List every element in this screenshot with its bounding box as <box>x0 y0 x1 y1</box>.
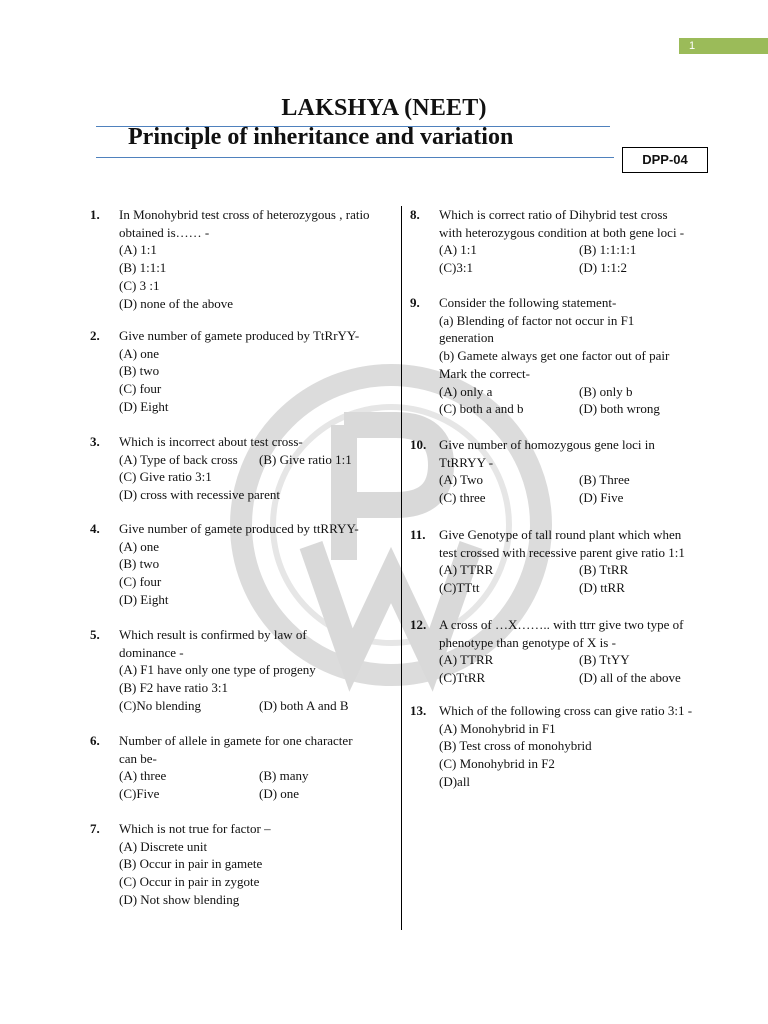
question-7 <box>90 820 395 909</box>
option: (C) four <box>119 381 162 397</box>
question-text: dominance - <box>119 644 184 660</box>
option: (C)3:1 <box>439 260 473 276</box>
question-9 <box>410 294 720 418</box>
option: (C)TTtt <box>439 580 480 596</box>
option: (D)all <box>439 773 471 789</box>
question-number: 10. <box>410 437 427 452</box>
question-text: with heterozygous condition at both gene loci - <box>439 224 685 240</box>
question-text: Give Genotype of tall round plant which when <box>439 527 682 542</box>
question-11 <box>410 526 720 597</box>
option: (D) all of the above <box>579 670 681 686</box>
option: (D) both A and B <box>259 697 349 713</box>
question-text: Which of the following cross can give ratio 3:1 - <box>439 703 693 718</box>
question-text: Which result is confirmed by law of <box>119 627 307 642</box>
option: (B) Give ratio 1:1 <box>259 451 352 467</box>
option: (A) Two <box>439 472 483 488</box>
option: (B) 1:1:1 <box>119 260 167 276</box>
option: (C) three <box>439 490 486 506</box>
option: (A) Monohybrid in F1 <box>439 720 556 736</box>
question-text: generation <box>439 330 494 346</box>
question-number: 4. <box>90 521 100 536</box>
question-number: 11. <box>410 527 426 542</box>
question-text: Number of allele in gamete for one character <box>119 733 353 748</box>
question-number: 3. <box>90 434 100 449</box>
question-3 <box>90 433 395 504</box>
question-text: test crossed with recessive parent give ratio 1:1 <box>439 544 685 560</box>
question-text: Consider the following statement- <box>439 295 617 310</box>
question-text: Give number of gamete produced by ttRRYY- <box>119 521 359 536</box>
question-5 <box>90 626 395 715</box>
page-subtitle: Principle of inheritance and variation <box>128 124 514 150</box>
option: (A) one <box>119 345 160 361</box>
question-text: Which is not true for factor – <box>119 821 271 836</box>
option: (C)TtRR <box>439 670 486 686</box>
option: (D) none of the above <box>119 295 234 311</box>
option: (B) TtRR <box>579 562 629 578</box>
title-rule-bottom <box>96 157 614 158</box>
option: (C) 3 :1 <box>119 277 160 293</box>
option: (D) Eight <box>119 398 169 414</box>
option: (B) Three <box>579 472 630 488</box>
option: (C) Monohybrid in F2 <box>439 756 555 772</box>
option: (A) 1:1 <box>119 242 157 258</box>
option: (D) one <box>259 786 300 802</box>
option: (C)Five <box>119 786 160 802</box>
option: (B) two <box>119 556 160 572</box>
question-number: 7. <box>90 821 100 836</box>
column-divider <box>401 206 402 930</box>
question-4 <box>90 520 395 609</box>
question-8 <box>410 206 720 277</box>
option: (B) F2 have ratio 3:1 <box>119 680 229 696</box>
question-text: can be- <box>119 750 157 766</box>
option: (D) Five <box>579 490 624 506</box>
question-text: A cross of …X…….. with ttrr give two type of <box>439 617 684 632</box>
question-text: obtained is…… - <box>119 224 210 240</box>
option: (B) Occur in pair in gamete <box>119 856 263 872</box>
question-number: 5. <box>90 627 100 642</box>
question-10 <box>410 436 720 507</box>
page-title: LAKSHYA (NEET) <box>281 95 487 121</box>
option: (A) TTRR <box>439 562 494 578</box>
question-12 <box>410 616 720 687</box>
question-1 <box>90 206 395 312</box>
option: (B) two <box>119 363 160 379</box>
option: (D) cross with recessive parent <box>119 487 280 503</box>
question-text: Give number of homozygous gene loci in <box>439 437 655 452</box>
option: (B) TtYY <box>579 652 630 668</box>
option: (B) only b <box>579 383 633 399</box>
option: (C) Occur in pair in zygote <box>119 874 260 890</box>
option: (D) 1:1:2 <box>579 260 628 276</box>
question-text: Mark the correct- <box>439 365 530 381</box>
question-number: 8. <box>410 207 420 222</box>
question-number: 12. <box>410 617 427 632</box>
option: (A) three <box>119 768 167 784</box>
option: (A) only a <box>439 383 493 399</box>
option: (B) 1:1:1:1 <box>579 242 637 258</box>
option: (D) Eight <box>119 591 169 607</box>
dpp-code-box: DPP-04 <box>622 147 708 173</box>
question-text: Which is correct ratio of Dihybrid test cross <box>439 207 668 222</box>
option: (C)No blending <box>119 697 201 713</box>
option: (C) four <box>119 574 162 590</box>
question-text: (a) Blending of factor not occur in F1 <box>439 312 635 328</box>
option: (A) TTRR <box>439 652 494 668</box>
question-text: Give number of gamete produced by TtRrYY- <box>119 328 360 343</box>
question-number: 2. <box>90 328 100 343</box>
question-number: 13. <box>410 703 427 718</box>
option: (A) Discrete unit <box>119 838 208 854</box>
question-number: 6. <box>90 733 100 748</box>
question-text: (b) Gamete always get one factor out of pair <box>439 348 670 364</box>
option: (C) Give ratio 3:1 <box>119 469 212 485</box>
page-number-tab: 1 <box>679 38 768 54</box>
question-number: 9. <box>410 295 420 310</box>
option: (D) both wrong <box>579 401 660 417</box>
question-text: In Monohybrid test cross of heterozygous , ratio <box>119 207 370 222</box>
option: (D) ttRR <box>579 580 625 596</box>
question-6 <box>90 732 395 803</box>
option: (D) Not show blending <box>119 891 240 907</box>
option: (A) Type of back cross <box>119 451 238 467</box>
option: (A) 1:1 <box>439 242 477 258</box>
option: (A) one <box>119 538 160 554</box>
option: (B) Test cross of monohybrid <box>439 738 592 754</box>
question-text: phenotype than genotype of X is - <box>439 634 616 650</box>
question-text: TtRRYY - <box>439 454 494 470</box>
question-text: Which is incorrect about test cross- <box>119 434 303 449</box>
option: (B) many <box>259 768 309 784</box>
option: (C) both a and b <box>439 401 524 417</box>
question-2 <box>90 327 395 416</box>
option: (A) F1 have only one type of progeny <box>119 662 316 678</box>
question-13 <box>410 702 720 791</box>
question-number: 1. <box>90 207 100 222</box>
